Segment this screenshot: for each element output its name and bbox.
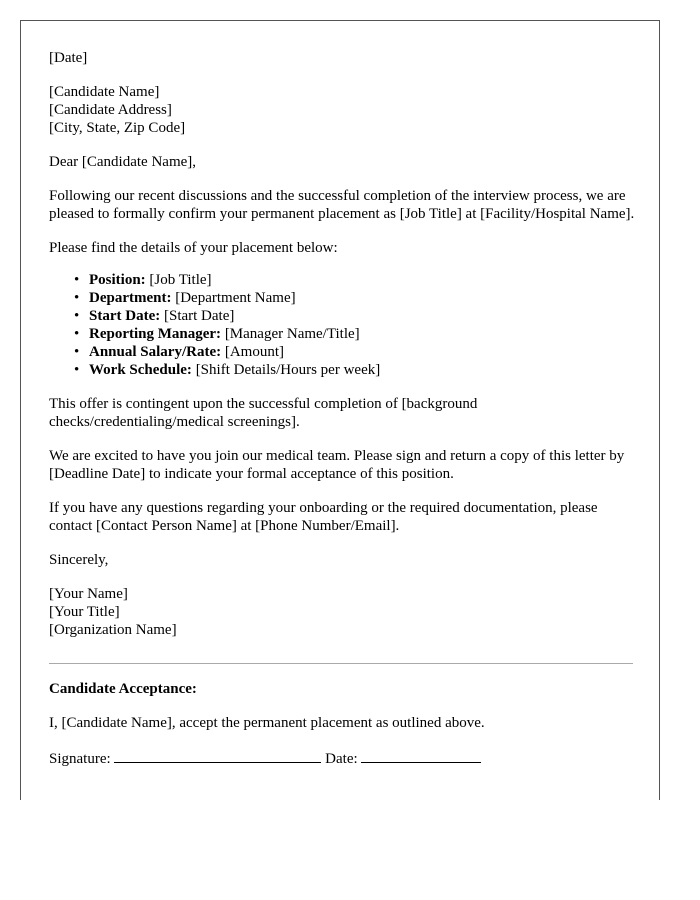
recipient-name: [Candidate Name] (49, 84, 160, 100)
list-item (74, 343, 639, 361)
signature-label: Signature: (49, 751, 111, 767)
details-intro: Please find the details of your placement below: (49, 240, 338, 256)
letter-body (49, 49, 639, 784)
bullet-icon: • (74, 290, 80, 306)
bullet-icon: • (74, 326, 80, 342)
list-item (74, 325, 639, 343)
detail-value: [Manager Name/Title] (221, 326, 360, 342)
recipient-address-block (49, 83, 639, 137)
sender-title: [Your Title] (49, 604, 120, 620)
list-item (74, 271, 639, 289)
letter-page (20, 20, 660, 800)
signature-line[interactable] (114, 748, 321, 763)
acceptance-statement: I, [Candidate Name], accept the permanent placement as outlined above. (49, 715, 485, 731)
contingency-paragraph: This offer is contingent upon the successful completion of [background checks/credentialing/medical screenings]. (49, 396, 478, 430)
detail-label: Position: (89, 272, 146, 288)
signature-row (49, 748, 639, 768)
excitement-paragraph: We are excited to have you join our medical team. Please sign and return a copy of this letter by [Deadline Date] to indicate your formal acceptance of this position. (49, 448, 625, 482)
detail-label: Annual Salary/Rate: (89, 344, 222, 360)
list-item (74, 307, 639, 325)
closing: Sincerely, (49, 552, 109, 568)
acceptance-heading: Candidate Acceptance: (49, 681, 197, 697)
detail-value: [Amount] (221, 344, 285, 360)
detail-value: [Department Name] (171, 290, 296, 306)
sender-organization: [Organization Name] (49, 622, 177, 638)
date-label: Date: (325, 751, 358, 767)
recipient-city-line: [City, State, Zip Code] (49, 120, 186, 136)
detail-label: Reporting Manager: (89, 326, 222, 342)
detail-label: Department: (89, 290, 172, 306)
questions-paragraph: If you have any questions regarding your onboarding or the required documentation, please contact [Contact Person Name] at [Phone Number/Email]. (49, 500, 598, 534)
list-item (74, 361, 639, 379)
date-line[interactable] (361, 748, 481, 763)
section-divider (49, 663, 633, 664)
sender-name: [Your Name] (49, 586, 128, 602)
bullet-icon: • (74, 362, 80, 378)
detail-value: [Job Title] (145, 272, 212, 288)
list-item (74, 289, 639, 307)
bullet-icon: • (74, 344, 80, 360)
bullet-icon: • (74, 308, 80, 324)
detail-value: [Shift Details/Hours per week] (191, 362, 381, 378)
sender-block (49, 585, 639, 639)
greeting: Dear [Candidate Name], (49, 154, 197, 170)
intro-paragraph: Following our recent discussions and the successful completion of the interview process, we are pleased to formally confirm your permanent placement as [Job Title] at [Facility/Hospital Name]. (49, 188, 635, 222)
detail-value: [Start Date] (160, 308, 235, 324)
detail-label: Start Date: (89, 308, 161, 324)
placement-details-list (49, 271, 639, 379)
recipient-address: [Candidate Address] (49, 102, 172, 118)
detail-label: Work Schedule: (89, 362, 192, 378)
bullet-icon: • (74, 272, 80, 288)
letter-date: [Date] (49, 50, 88, 66)
